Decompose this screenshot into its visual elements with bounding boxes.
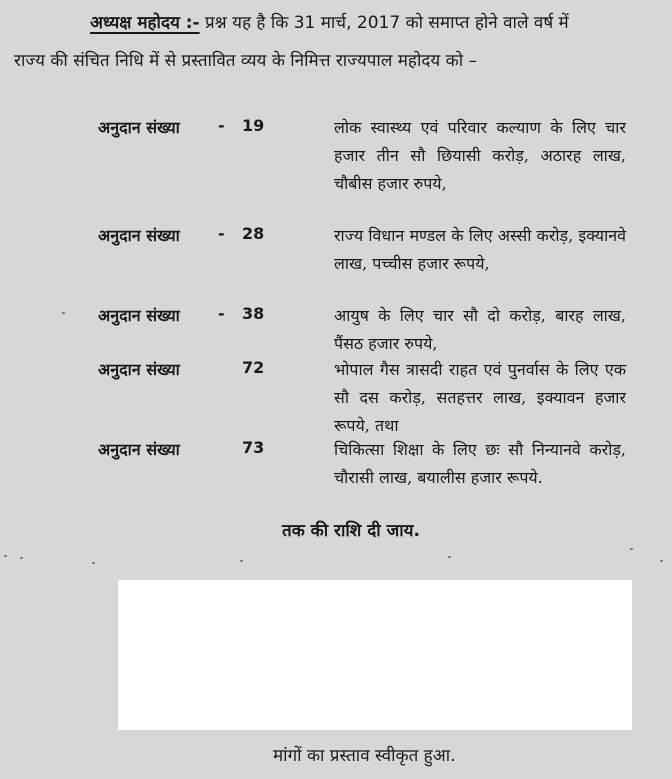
- grant-dash: -: [218, 304, 225, 323]
- intro-line-2: राज्य की संचित निधि में से प्रस्तावित व्यय के निमित्त राज्यपाल महोदय को –: [14, 51, 478, 71]
- grant-number: 38: [242, 304, 265, 323]
- intro-line-1: [90, 10, 569, 33]
- grant-dash: -: [218, 224, 225, 243]
- grant-description: राज्य विधान मण्डल के लिए अस्सी करोड़, इक्यानवे लाख, पच्चीस हजार रूपये,: [334, 226, 626, 273]
- redacted-box: [118, 580, 632, 730]
- scan-speck: [660, 560, 663, 562]
- scan-speck: [240, 560, 243, 562]
- grant-number: 73: [242, 438, 265, 457]
- grant-label: अनुदान संख्या: [98, 360, 180, 379]
- grant-label: अनुदान संख्या: [98, 118, 180, 137]
- scan-speck: [448, 556, 451, 558]
- scan-speck: [4, 555, 7, 557]
- scan-speck: [62, 312, 65, 314]
- result-line: मांगों का प्रस्ताव स्वीकृत हुआ.: [273, 746, 456, 766]
- scan-speck: [20, 557, 23, 559]
- scan-speck: [630, 548, 633, 550]
- grant-number: 28: [242, 224, 265, 243]
- speaker-label: अध्यक्ष महोदय :-: [90, 13, 200, 33]
- grant-description: भोपाल गैस त्रासदी राहत एवं पुनर्वास के लिए एक सौ दस करोड़, सतहत्तर लाख, इक्यावन हजार रूपये, तथा: [334, 360, 626, 435]
- grant-label: अनुदान संख्या: [98, 440, 180, 459]
- grant-description: लोक स्वास्थ्य एवं परिवार कल्याण के लिए चार हजार तीन सौ छियासी करोड़, अठारह लाख, चौबीस हजार रुपये,: [334, 118, 626, 193]
- grant-number: 72: [242, 358, 265, 377]
- grant-number: 19: [242, 116, 265, 135]
- grant-label: अनुदान संख्या: [98, 226, 180, 245]
- scan-speck: [92, 562, 95, 564]
- grant-description: चिकित्सा शिक्षा के लिए छः सौ निन्यानवे करोड़, चौरासी लाख, बयालीस हजार रूपये.: [334, 440, 626, 487]
- grant-label: अनुदान संख्या: [98, 306, 180, 325]
- grant-dash: -: [218, 116, 225, 135]
- intro-line-1-text: प्रश्न यह है कि 31 मार्च, 2017 को समाप्त होने वाले वर्ष में: [199, 13, 569, 33]
- closing-line: तक की राशि दी जाय.: [282, 521, 420, 541]
- grant-description: आयुष के लिए चार सौ दो करोड़, बारह लाख, पैंसठ हजार रुपये,: [334, 306, 626, 353]
